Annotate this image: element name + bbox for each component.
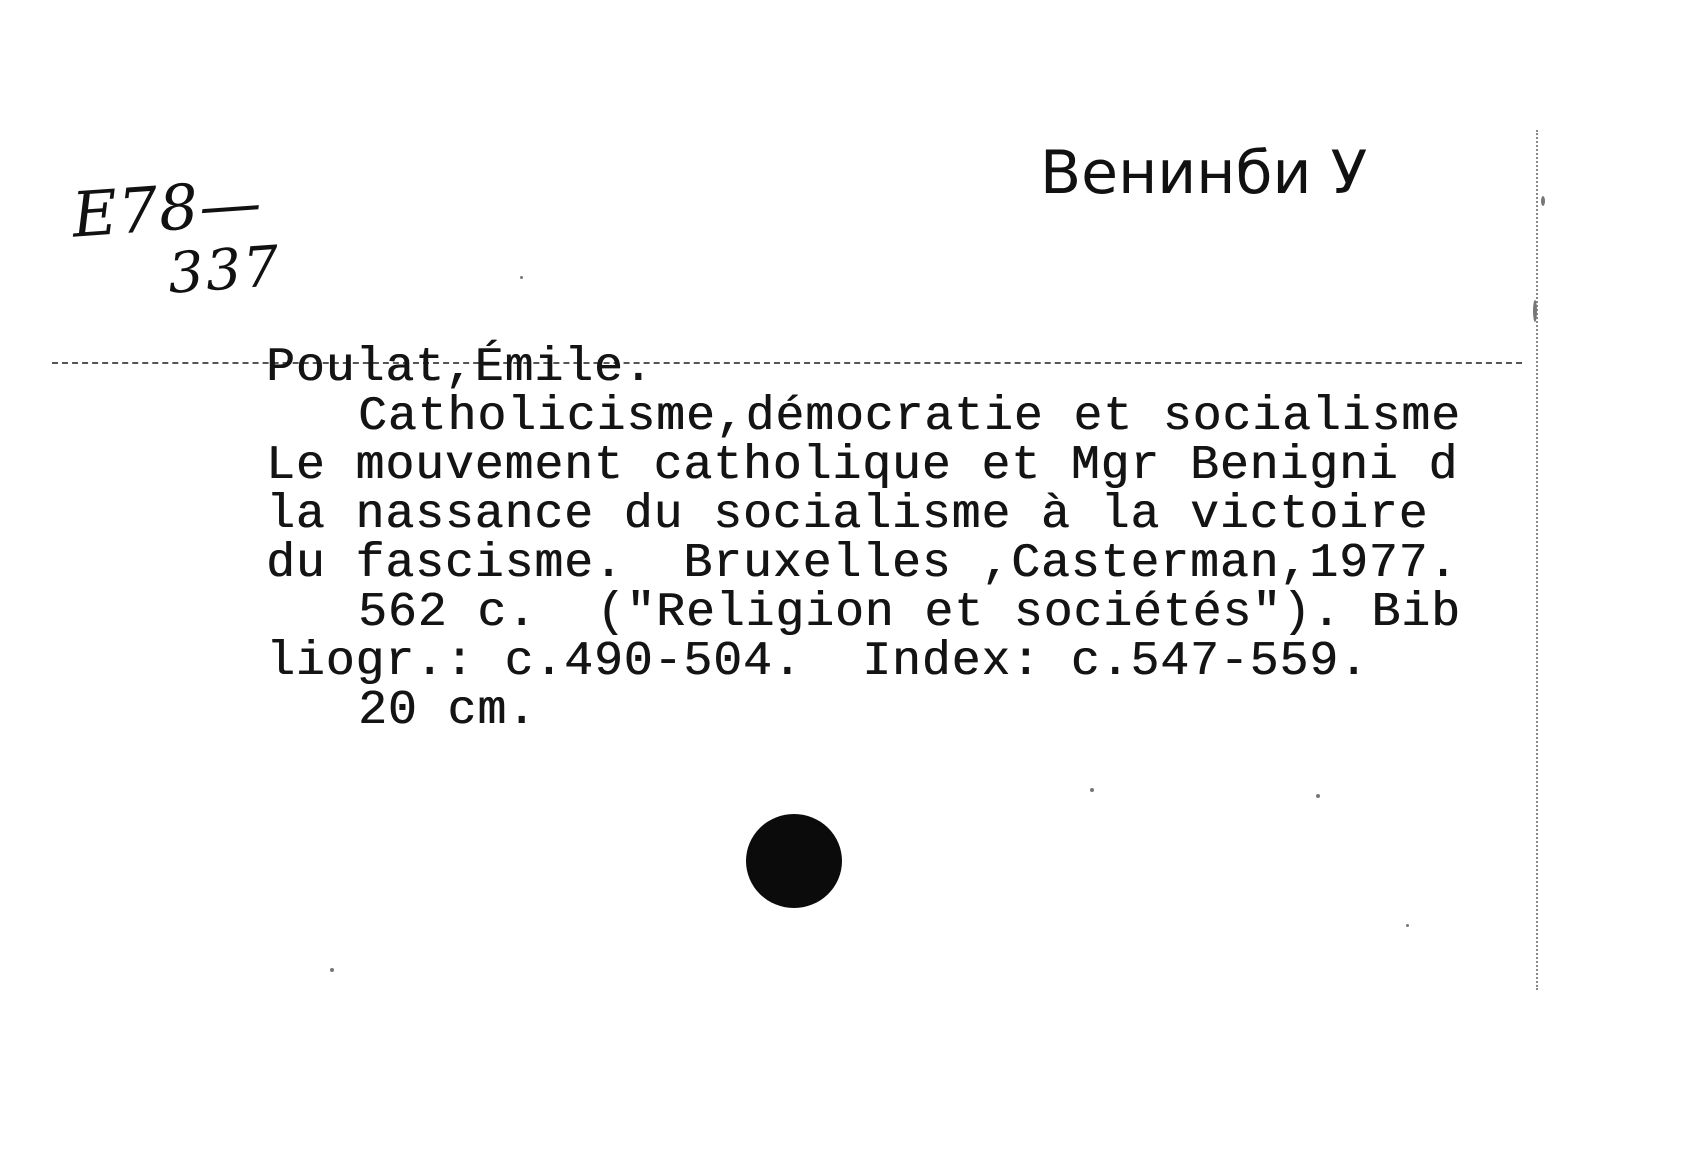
speck	[330, 968, 334, 972]
entry-heading: Poulat,Émile.	[266, 341, 654, 395]
card-edge-line	[1536, 130, 1538, 990]
entry-line-collation: 562 c. ("Religion et sociétés"). Bib	[358, 586, 1461, 640]
handwritten-author-note: Венинби У	[1040, 138, 1368, 208]
entry-line-notes: liogr.: c.490-504. Index: c.547-559.	[266, 635, 1369, 689]
entry-line-title: Catholicisme,démocratie et socialisme	[358, 390, 1461, 444]
entry-line-size: 20 cm.	[358, 684, 537, 738]
speck	[1541, 196, 1545, 206]
speck	[520, 276, 523, 279]
speck	[1090, 788, 1094, 792]
entry-line-subtitle-cont: la nassance du socialisme à la victoire	[266, 488, 1429, 542]
entry-line-subtitle: Le mouvement catholique et Mgr Benigni d	[266, 439, 1459, 493]
punch-hole	[746, 814, 842, 908]
entry-line-imprint: du fascisme. Bruxelles ,Casterman,1977.	[266, 537, 1459, 591]
catalog-entry	[266, 341, 1461, 738]
shelf-mark-top: E78—	[69, 165, 265, 252]
speck	[1316, 794, 1320, 798]
shelf-mark-bottom: 337	[165, 234, 284, 307]
speck	[1406, 924, 1409, 927]
speck	[1533, 300, 1537, 322]
